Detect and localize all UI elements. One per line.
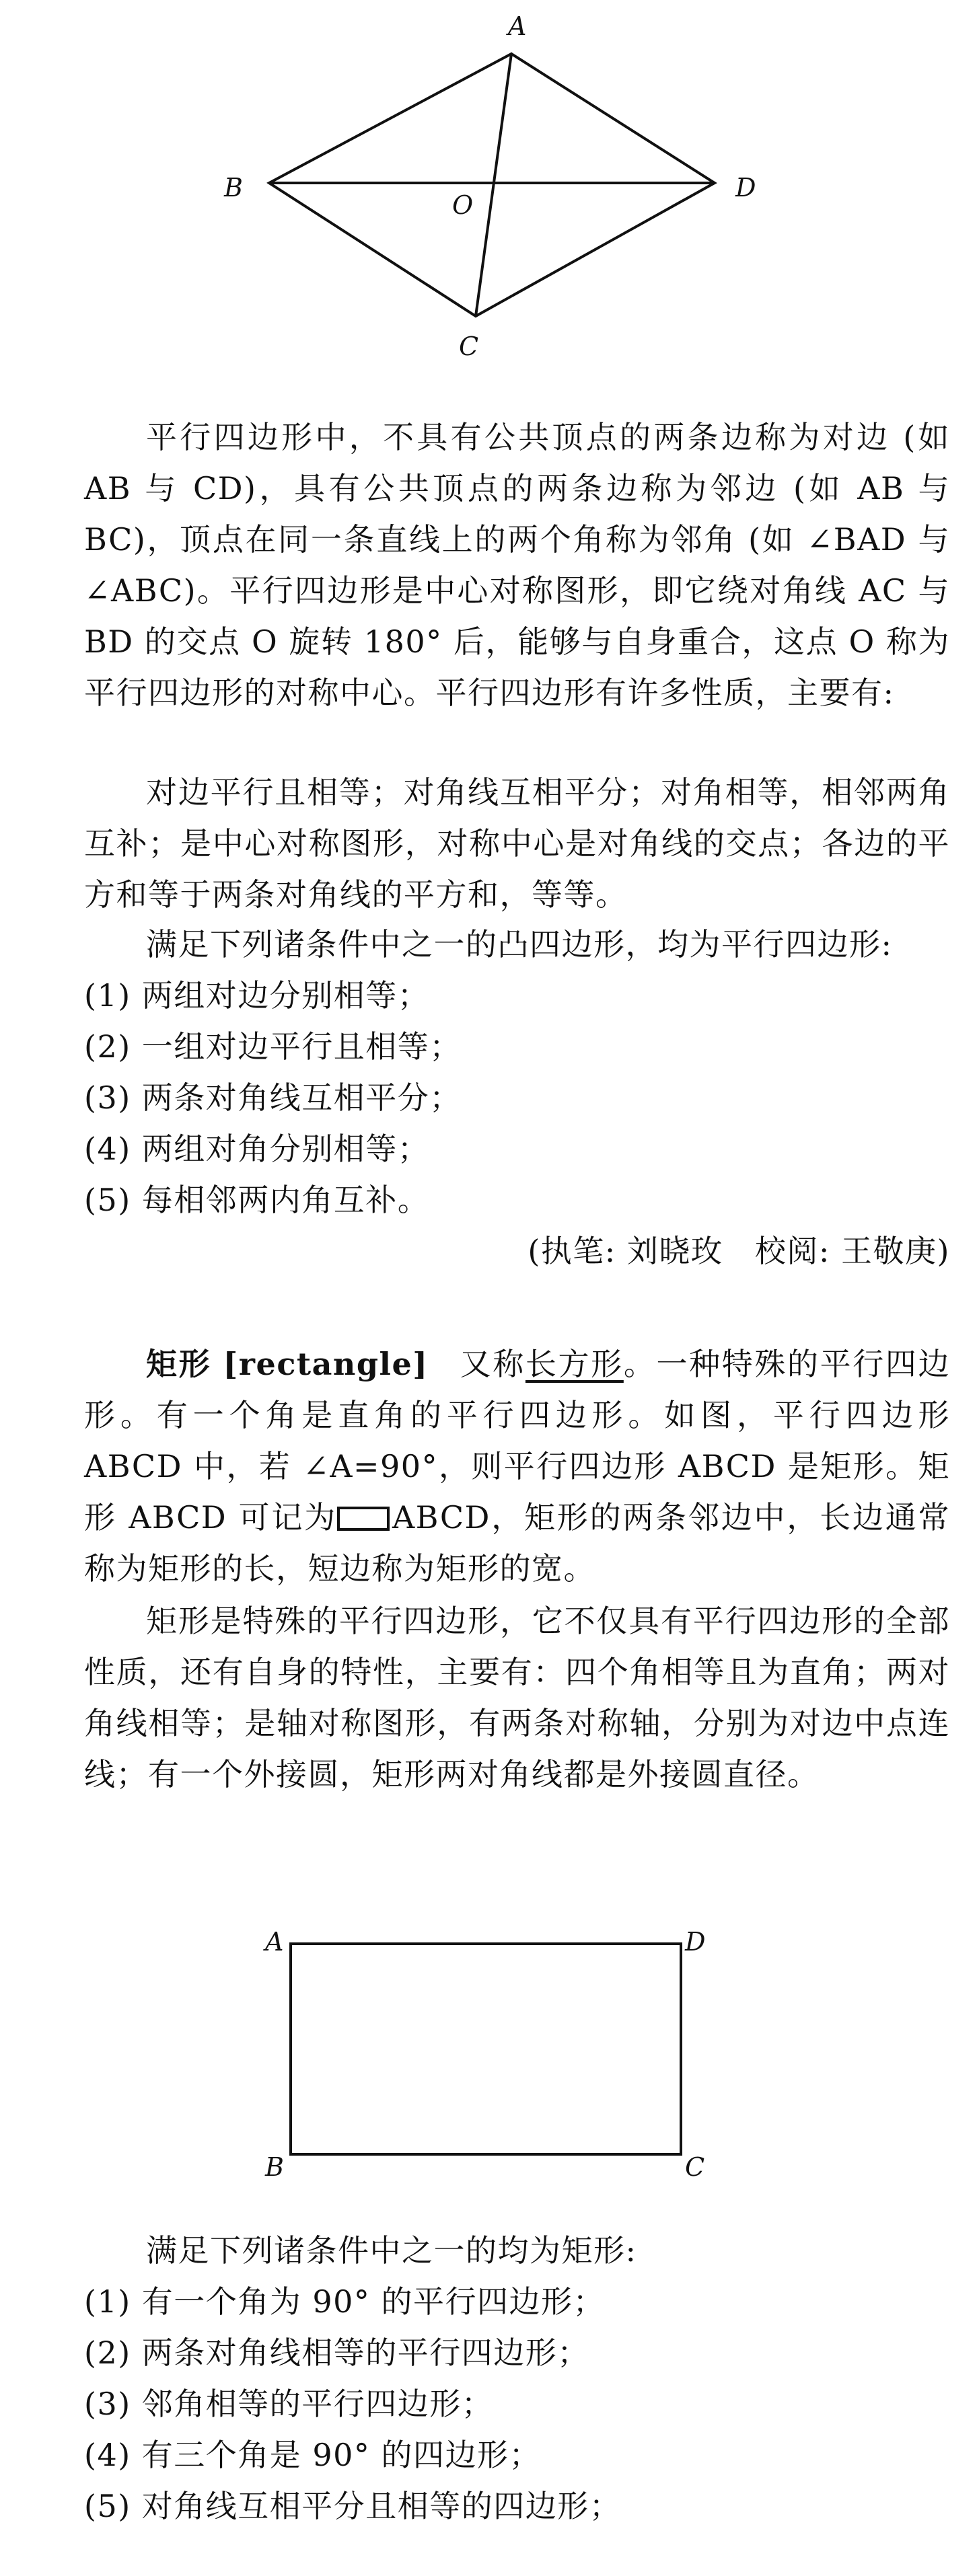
list-item: (4) 两组对角分别相等； <box>84 1131 430 1167</box>
vertex-label-b: B <box>265 2152 284 2182</box>
entry-term-english: [rectangle] <box>223 1346 429 1382</box>
list-item: (2) 一组对边平行且相等； <box>84 1028 462 1065</box>
list-item: (5) 每相邻两内角互补。 <box>84 1182 430 1218</box>
vertex-label-a: A <box>508 11 527 41</box>
parallelogram-conditions-intro: 满足下列诸条件中之一的凸四边形，均为平行四边形: <box>146 926 893 962</box>
author-credit: (执笔: 刘晓玫 校阅: 王敬庚) <box>528 1233 950 1269</box>
list-item: (4) 有三个角是 90° 的四边形； <box>84 2437 542 2473</box>
entry-text-part-b: ABCD，矩形的两条邻边中，长边通常称为矩形的长，短边称为矩形的宽。 <box>84 1499 950 1587</box>
parallelogram-diagram <box>0 0 977 377</box>
entry-alias-prefix: 又称 <box>459 1346 526 1382</box>
entry-alias-link[interactable]: 长方形 <box>525 1346 624 1382</box>
parallelogram-outline <box>269 54 715 316</box>
vertex-label-c: C <box>685 2152 705 2182</box>
vertex-label-b: B <box>224 173 243 202</box>
vertex-label-d: D <box>685 1927 706 1957</box>
rectangle-properties-paragraph: 矩形是特殊的平行四边形，它不仅具有平行四边形的全部性质，还有自身的特性，主要有：四个角相等且为直角；两对角线相等；是轴对称图形，有两条对称轴，分别为对边中点连线；有一个外接圆，矩形两对角线都是外接圆直径。 <box>84 1603 950 1792</box>
entry-text-part-a: 。一种特殊的平行四边形。有一个角是直角的平行四边形。如图，平行四边形 ABCD 中，若 ∠A=90°，则平行四边形 ABCD 是矩形。矩形 ABCD 可记为 <box>84 1346 951 1536</box>
parallelogram-properties-paragraph: 对边平行且相等；对角线互相平分；对角相等，相邻两角互补；是中心对称图形，对称中心是对角线的交点；各边的平方和等于两条对角线的平方和，等等。 <box>84 774 950 913</box>
rectangle-conditions-intro: 满足下列诸条件中之一的均为矩形: <box>146 2232 637 2269</box>
list-item: (1) 有一个角为 90° 的平行四边形； <box>84 2283 606 2320</box>
list-item: (3) 邻角相等的平行四边形； <box>84 2386 494 2422</box>
parallelogram-figure <box>0 0 977 377</box>
vertex-label-d: D <box>735 173 756 202</box>
diagonal-ac <box>476 54 511 316</box>
rectangle-diagram <box>0 1877 977 2213</box>
rectangle-figure <box>0 1877 977 2213</box>
list-item: (3) 两条对角线互相平分； <box>84 1079 462 1116</box>
vertex-label-a: A <box>265 1927 284 1957</box>
list-item: (2) 两条对角线相等的平行四边形； <box>84 2335 589 2371</box>
center-label-o: O <box>452 190 474 220</box>
vertex-label-c: C <box>459 332 479 361</box>
entry-term: 矩形 <box>146 1346 212 1382</box>
list-item: (5) 对角线互相平分且相等的四边形； <box>84 2488 622 2524</box>
rectangle-entry-paragraph <box>84 1338 950 1594</box>
rectangle-symbol-icon <box>337 1507 390 1531</box>
list-item: (1) 两组对边分别相等； <box>84 977 430 1014</box>
rectangle-outline <box>291 1944 681 2154</box>
parallelogram-definition-paragraph: 平行四边形中，不具有公共顶点的两条边称为对边 (如 AB 与 CD)，具有公共顶点的两条边称为邻边 (如 AB 与 BC)，顶点在同一条直线上的两个角称为邻角 (如 ∠BAD 与 ∠ABC)。平行四边形是中心对称图形，即它绕对角线 AC 与 BD 的交点 O 旋转 180° 后，能够与自身重合，这点 O 称为平行四边形的对称中心。平行四边形有许多性质，主要有: <box>84 419 950 711</box>
